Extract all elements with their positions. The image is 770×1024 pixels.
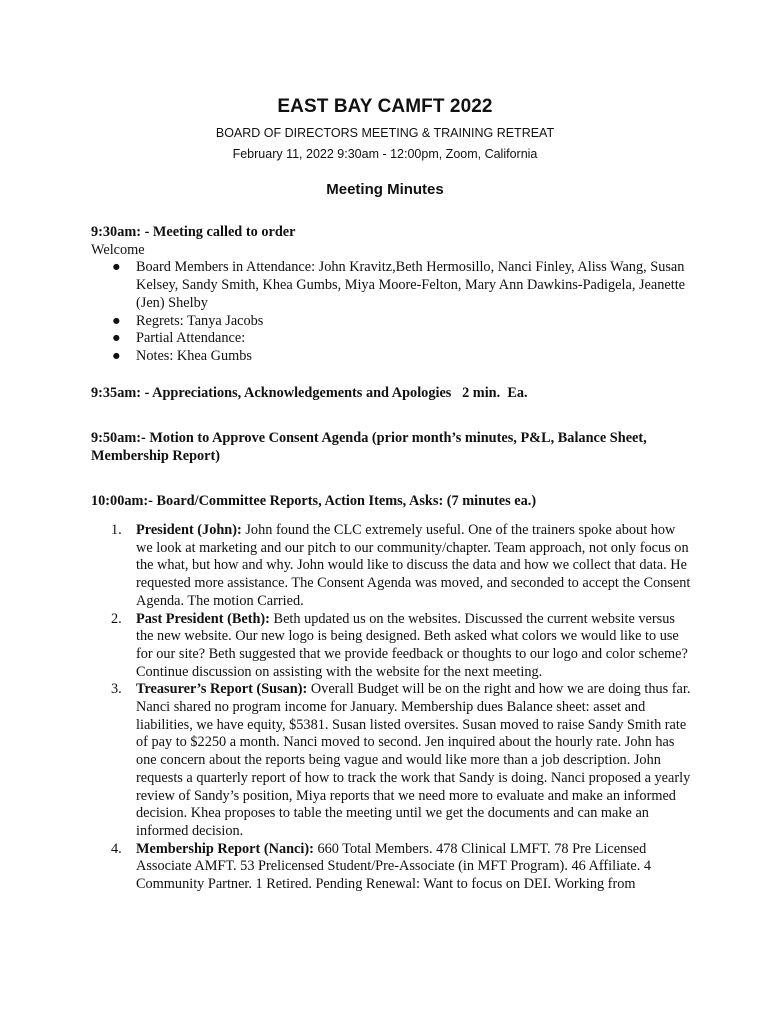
bullet-icon: ● <box>112 259 121 276</box>
section-call-to-order <box>91 224 691 366</box>
report-text: Beth updated us on the websites. Discussed the current website versus the new website. Our new logo is being designed. Beth asked what colors we would like to use for our site? Beth suggested that we provide feedback or thoughts to our logo and color scheme? Continue discussion on assisting with the website for the next meeting. <box>136 610 688 680</box>
attendance-text: Board Members in Attendance: John Kravitz,Beth Hermosillo, Nanci Finley, Aliss Wang, Susan Kelsey, Sandy Smith, Khea Gumbs, Miya Moore-Felton, Mary Ann Dawkins-Padigela, Jeanette (Jen) Shelby <box>136 259 686 311</box>
item-number: 1. <box>111 522 122 538</box>
bullet-icon: ● <box>112 312 121 329</box>
document-title: EAST BAY CAMFT 2022 <box>277 96 493 117</box>
notes-text: Notes: Khea Gumbs <box>136 347 252 364</box>
report-label: President (John): <box>136 522 242 538</box>
item-number: 4. <box>111 840 122 857</box>
bullet-icon: ● <box>112 330 121 347</box>
section-appreciations <box>91 385 691 403</box>
meeting-dateline: February 11, 2022 9:30am - 12:00pm, Zoom, California <box>232 147 538 161</box>
item-number: 2. <box>111 610 122 627</box>
report-label: Treasurer’s Report (Susan): <box>136 681 308 698</box>
partial-attendance-text: Partial Attendance: <box>136 330 246 347</box>
section-heading: 9:50am:- Motion to Approve Consent Agenda (prior month’s minutes, P&L, Balance Sheet, Membership Report) <box>91 430 647 464</box>
list-item <box>91 348 691 366</box>
list-item <box>91 330 691 348</box>
minutes-heading: Meeting Minutes <box>326 181 444 198</box>
list-item <box>91 313 691 331</box>
section-heading: 10:00am:- Board/Committee Reports, Action Items, Asks: (7 minutes ea.) <box>91 493 537 509</box>
section-reports <box>91 493 691 511</box>
list-item <box>91 681 691 840</box>
item-number: 3. <box>111 681 122 698</box>
list-item <box>91 522 691 611</box>
bullet-icon: ● <box>112 347 121 364</box>
reports-list <box>91 522 691 894</box>
section-heading: 9:30am: - Meeting called to order <box>91 224 296 240</box>
document-subtitle: BOARD OF DIRECTORS MEETING & TRAINING RETREAT <box>215 126 555 140</box>
section-heading: 9:35am: - Appreciations, Acknowledgements and Apologies 2 min. Ea. <box>91 385 528 401</box>
report-label: Past President (Beth): <box>136 610 270 627</box>
list-item <box>91 841 691 894</box>
report-text: Overall Budget will be on the right and how we are doing thus far. Nanci shared no program income for January. Membership dues Balance sheet: asset and liabilities, we have equity, $5381. Susan listed oversites. Susan moved to raise Sandy Smith rate of pay to $2250 a month. Nanci moved to second. Jen inquired about the hourly rate. John has one concern about the reports being vague and would like more than a job description. John requests a quarterly report of how to track the work that Sandy is doing. Nanci proposed a yearly review of Sandy’s position, Miya reports that we need more to evaluate and make an informed decision. Khea proposes to table the meeting until we get the documents and can make an informed decision. <box>136 681 691 839</box>
regrets-text: Regrets: Tanya Jacobs <box>136 312 264 329</box>
list-item <box>91 611 691 682</box>
report-text: John found the CLC extremely useful. One of the trainers spoke about how we look at marketing and our pitch to our community/chapter. Team approach, not only focus on the what, but how and why. John would like to discuss the data and how we collect that data. He requested more assistance. The Consent Agenda was moved, and seconded to accept the Consent Agenda. The motion Carried. <box>136 522 691 609</box>
welcome-text: Welcome <box>91 241 145 258</box>
report-text: 660 Total Members. 478 Clinical LMFT. 78 Pre Licensed Associate AMFT. 53 Prelicensed Student/Pre-Associate (in MFT Program). 46 Affiliate. 4 Community Partner. 1 Retired. Pending Renewal: Want to focus on DEI. Working from <box>136 840 652 893</box>
list-item <box>91 259 691 312</box>
section-consent-agenda <box>91 430 691 465</box>
report-label: Membership Report (Nanci): <box>136 840 314 857</box>
